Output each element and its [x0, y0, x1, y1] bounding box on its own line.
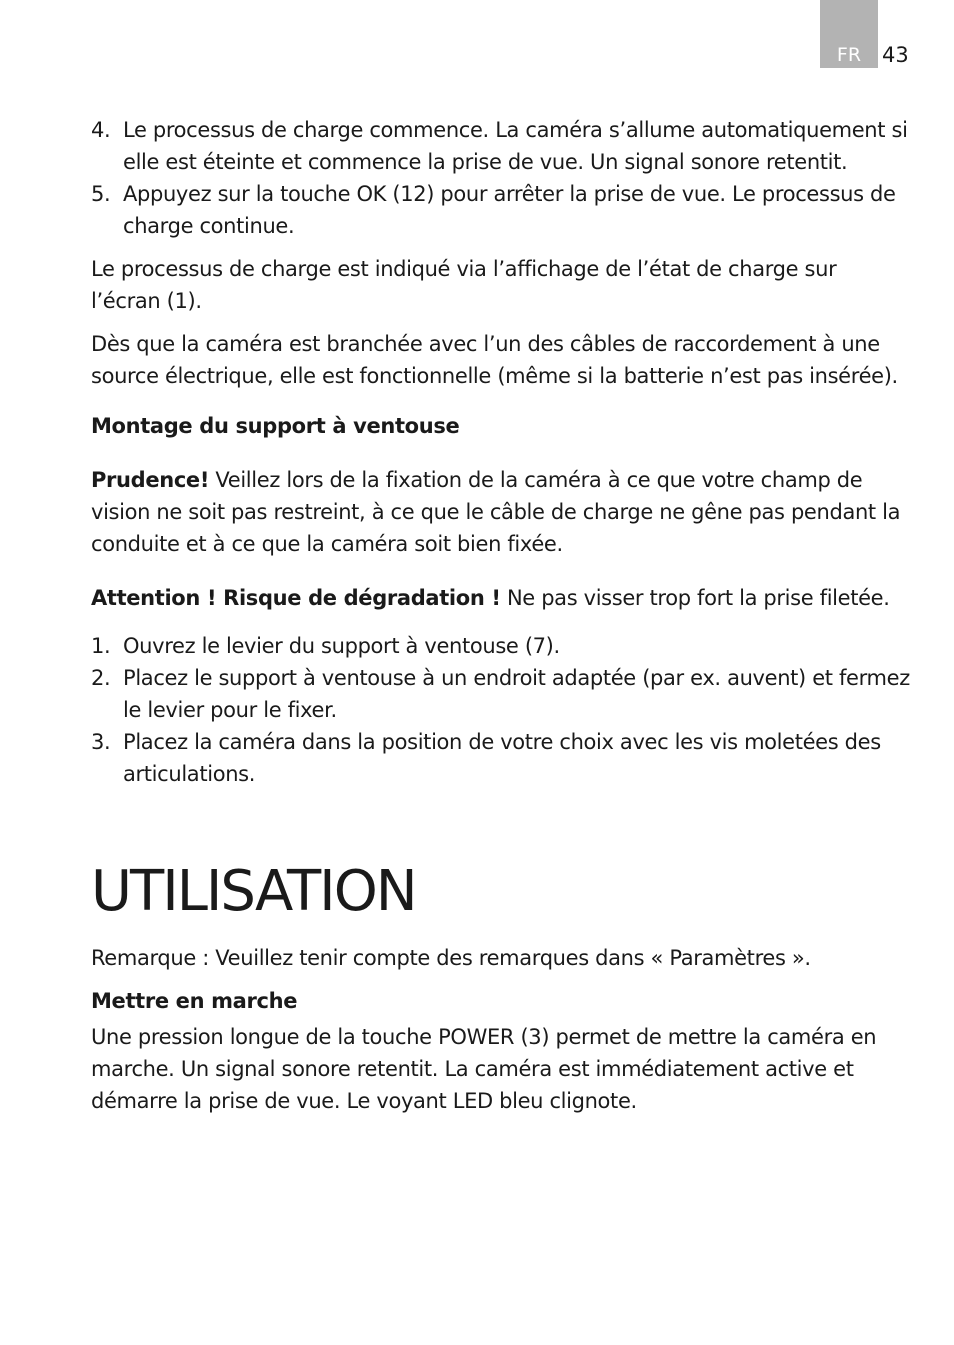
- list-number: 4.: [91, 118, 111, 142]
- list-item: [91, 662, 911, 726]
- section-title: UTILISATION: [91, 859, 416, 924]
- mount-heading: Montage du support à ventouse: [91, 414, 460, 438]
- list-item: [91, 726, 911, 790]
- warning-label: Attention ! Risque de dégradation !: [91, 586, 501, 610]
- power-on-heading: Mettre en marche: [91, 989, 298, 1013]
- power-paragraph: Dès que la caméra est branchée avec l’un des câbles de raccordement à une source électrique, elle est fonctionnelle (même si la batterie n’est pas insérée).: [91, 332, 898, 388]
- caution-text: Veillez lors de la fixation de la caméra à ce que votre champ de vision ne soit pas restreint, à ce que le câble de charge ne gêne pas pendant la conduite et à ce que la caméra soit bien fixée.: [91, 468, 901, 556]
- power-on-paragraph: Une pression longue de la touche POWER (3) permet de mettre la caméra en marche. Un signal sonore retentit. La caméra est immédiatement active et démarre la prise de vue. Le voyant LED bleu clignote.: [91, 1025, 877, 1113]
- list-number: 2.: [91, 666, 111, 690]
- list-item: [91, 114, 911, 178]
- page-number: 43: [882, 43, 909, 67]
- list-text: Placez le support à ventouse à un endroit adaptée (par ex. auvent) et fermez le levier pour le fixer.: [123, 666, 910, 722]
- charging-steps-list: [91, 114, 911, 242]
- warning-text: Ne pas visser trop fort la prise filetée.: [500, 586, 890, 610]
- page-content: [91, 114, 911, 1117]
- list-text: Placez la caméra dans la position de votre choix avec les vis moletées des articulations.: [123, 730, 881, 786]
- list-text: Appuyez sur la touche OK (12) pour arrêter la prise de vue. Le processus de charge continue.: [123, 182, 896, 238]
- caution-paragraph: [91, 464, 911, 560]
- list-number: 1.: [91, 634, 111, 658]
- list-text: Le processus de charge commence. La caméra s’allume automatiquement si elle est éteinte et commence la prise de vue. Un signal sonore retentit.: [123, 118, 908, 174]
- usage-note: Remarque : Veuillez tenir compte des remarques dans « Paramètres ».: [91, 946, 811, 970]
- list-text: Ouvrez le levier du support à ventouse (7).: [123, 634, 560, 658]
- mount-steps-list: [91, 630, 911, 790]
- caution-label: Prudence!: [91, 468, 210, 492]
- warning-paragraph: [91, 582, 911, 614]
- language-label: FR: [836, 44, 862, 66]
- list-item: [91, 178, 911, 242]
- list-number: 3.: [91, 730, 111, 754]
- charge-indicator-paragraph: Le processus de charge est indiqué via l’affichage de l’état de charge sur l’écran (1).: [91, 257, 837, 313]
- list-number: 5.: [91, 182, 111, 206]
- list-item: [91, 630, 911, 662]
- language-tab: [820, 0, 878, 68]
